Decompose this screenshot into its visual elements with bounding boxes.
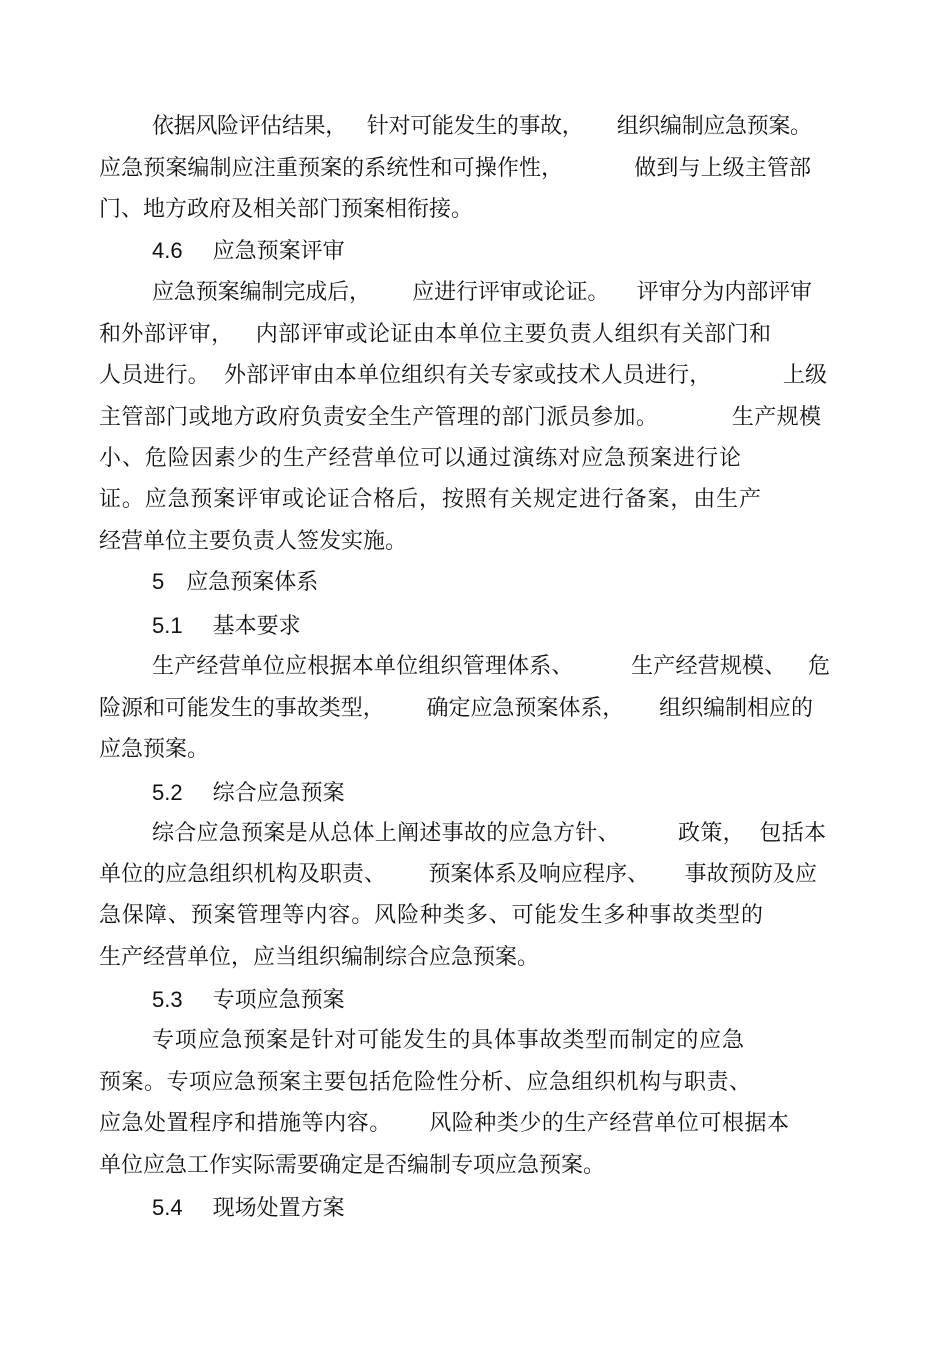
section-heading: [152, 612, 301, 641]
section-heading: [152, 779, 345, 808]
section-number: 4.6: [152, 238, 183, 263]
section-title: 专项应急预案: [212, 988, 345, 1013]
body-line: 应急预案编制完成后， 应进行评审或论证。 评审分为内部评审: [152, 280, 812, 305]
body-line: 险源和可能发生的事故类型， 确定应急预案体系， 组织编制相应的: [99, 696, 813, 721]
section-title: 现场处置方案: [212, 1196, 345, 1221]
section-heading: [152, 1194, 345, 1223]
body-line: 专项应急预案是针对可能发生的具体事故类型而制定的应急: [152, 1028, 745, 1053]
section-title: 应急预案体系: [186, 570, 319, 595]
body-line: 生产经营单位应根据本单位组织管理体系、 生产经营规模、 危: [152, 654, 831, 679]
section-heading: [152, 568, 318, 597]
section-number: 5.3: [152, 987, 183, 1012]
body-line: 人员进行。 外部评审由本单位组织有关专家或技术人员进行， 上级: [99, 363, 828, 388]
body-line: 主管部门或地方政府负责安全生产管理的部门派员参加。 生产规模: [99, 405, 822, 430]
section-heading: [152, 237, 345, 266]
section-title: 基本要求: [212, 614, 301, 639]
section-number: 5.2: [152, 780, 183, 805]
body-line: 门、地方政府及相关部门预案相衔接。: [99, 197, 474, 222]
body-line: 生产经营单位，应当组织编制综合应急预案。: [99, 945, 540, 970]
body-line: 单位的应急组织机构及职责、 预案体系及响应程序、 事故预防及应: [99, 862, 818, 887]
section-number: 5.4: [152, 1195, 183, 1220]
body-line: 单位应急工作实际需要确定是否编制专项应急预案。: [99, 1153, 606, 1178]
section-title: 综合应急预案: [212, 781, 345, 806]
section-number: 5.1: [152, 613, 183, 638]
body-line: 和外部评审， 内部评审或论证由本单位主要负责人组织有关部门和: [99, 322, 772, 347]
body-line: 应急预案。: [99, 737, 210, 762]
body-line: 小、危险因素少的生产经营单位可以通过演练对应急预案进行论: [99, 446, 742, 471]
section-heading: [152, 986, 345, 1015]
section-title: 应急预案评审: [212, 239, 345, 264]
body-line: 应急预案编制应注重预案的系统性和可操作性， 做到与上级主管部: [99, 156, 812, 181]
body-line: 应急处置程序和措施等内容。 风险种类少的生产经营单位可根据本: [99, 1111, 790, 1136]
body-line: 预案。专项应急预案主要包括危险性分析、应急组织机构与职责、: [99, 1070, 752, 1095]
body-line: 依据风险评估结果， 针对可能发生的事故， 组织编制应急预案。: [152, 114, 812, 139]
body-line: 急保障、预案管理等内容。风险种类多、可能发生多种事故类型的: [99, 903, 764, 928]
body-line: 经营单位主要负责人签发实施。: [99, 529, 408, 554]
body-line: 综合应急预案是从总体上阐述事故的应急方针、 政策， 包括本: [152, 821, 827, 846]
section-number: 5: [152, 569, 165, 594]
body-line: 证。应急预案评审或论证合格后，按照有关规定进行备案，由生产: [99, 487, 762, 512]
